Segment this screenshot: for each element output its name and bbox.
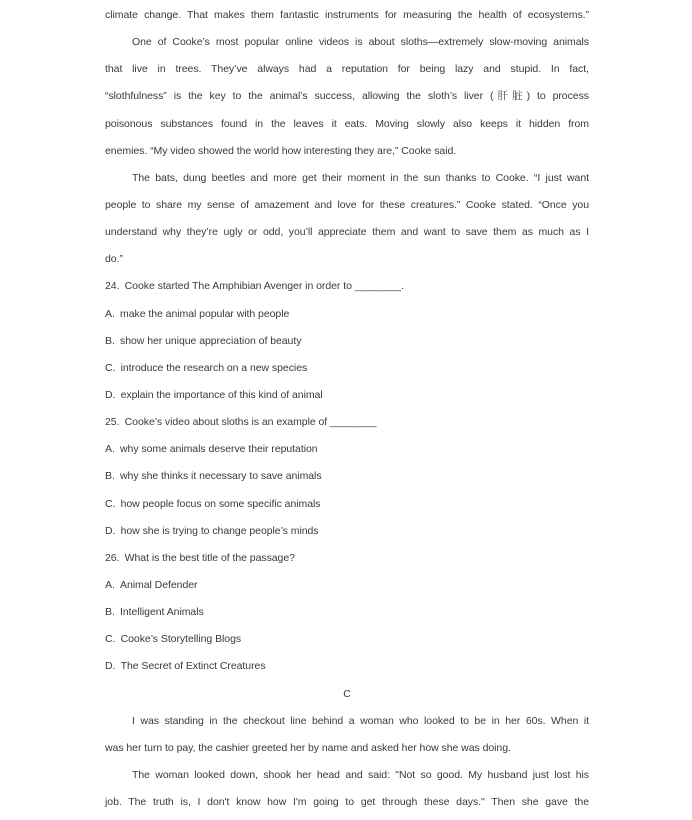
question-25-option-d: D. how she is trying to change people’s minds [105, 524, 319, 537]
question-25-stem: 25. Cooke’s video about sloths is an example of ________ [105, 416, 377, 429]
passage-line: One of Cooke’s most popular online videos is about sloths—extremely slow-moving animals [132, 36, 589, 49]
passage-line: was her turn to pay, the cashier greeted her by name and asked her how she was doing. [105, 741, 511, 754]
question-24-option-c: C. introduce the research on a new species [105, 361, 308, 374]
passage-line: that live in trees. They’ve always had a reputation for being lazy and stupid. In fact, [105, 63, 589, 76]
question-26-option-b: B. Intelligent Animals [105, 606, 204, 619]
question-26-option-a: A. Animal Defender [105, 578, 198, 591]
question-25-option-a: A. why some animals deserve their reputation [105, 443, 318, 456]
question-25-option-b: B. why she thinks it necessary to save animals [105, 470, 322, 483]
question-24-option-d: D. explain the importance of this kind of animal [105, 388, 323, 401]
passage-line: people to share my sense of amazement and love for these creatures.” Cooke stated. “Once you [105, 198, 589, 211]
passage-line: enemies. “My video showed the world how interesting they are,” Cooke said. [105, 144, 457, 157]
question-26-option-c: C. Cooke’s Storytelling Blogs [105, 633, 242, 646]
passage-line: understand why they’re ugly or odd, you’ll appreciate them and want to save them as much as I [105, 226, 589, 239]
question-25-option-c: C. how people focus on some specific animals [105, 497, 321, 510]
question-24-option-b: B. show her unique appreciation of beauty [105, 334, 302, 347]
passage-line: The bats, dung beetles and more get their moment in the sun thanks to Cooke. “I just want [132, 171, 589, 184]
section-c-label: C [343, 687, 351, 700]
document-page [105, 2, 589, 816]
passage-line: job. The truth is, I don't know how I'm going to get through these days." Then she gave the [105, 796, 589, 809]
passage-line: climate change. That makes them fantastic instruments for measuring the health of ecosystems.” [105, 9, 589, 21]
question-26-option-d: D. The Secret of Extinct Creatures [105, 660, 266, 673]
passage-line: “slothfulness” is the key to the animal’s success, allowing the sloth’s liver (肝脏) to process [105, 90, 589, 103]
question-26-stem: 26. What is the best title of the passage? [105, 551, 295, 564]
passage-line: poisonous substances found in the leaves it eats. Moving slowly also keeps it hidden from [105, 117, 589, 130]
question-24-option-a: A. make the animal popular with people [105, 307, 290, 320]
passage-line: do.” [105, 253, 123, 266]
question-24-stem: 24. Cooke started The Amphibian Avenger in order to ________. [105, 280, 404, 293]
passage-line: I was standing in the checkout line behind a woman who looked to be in her 60s. When it [132, 714, 589, 727]
passage-line: The woman looked down, shook her head and said: "Not so good. My husband just lost his [132, 768, 589, 781]
